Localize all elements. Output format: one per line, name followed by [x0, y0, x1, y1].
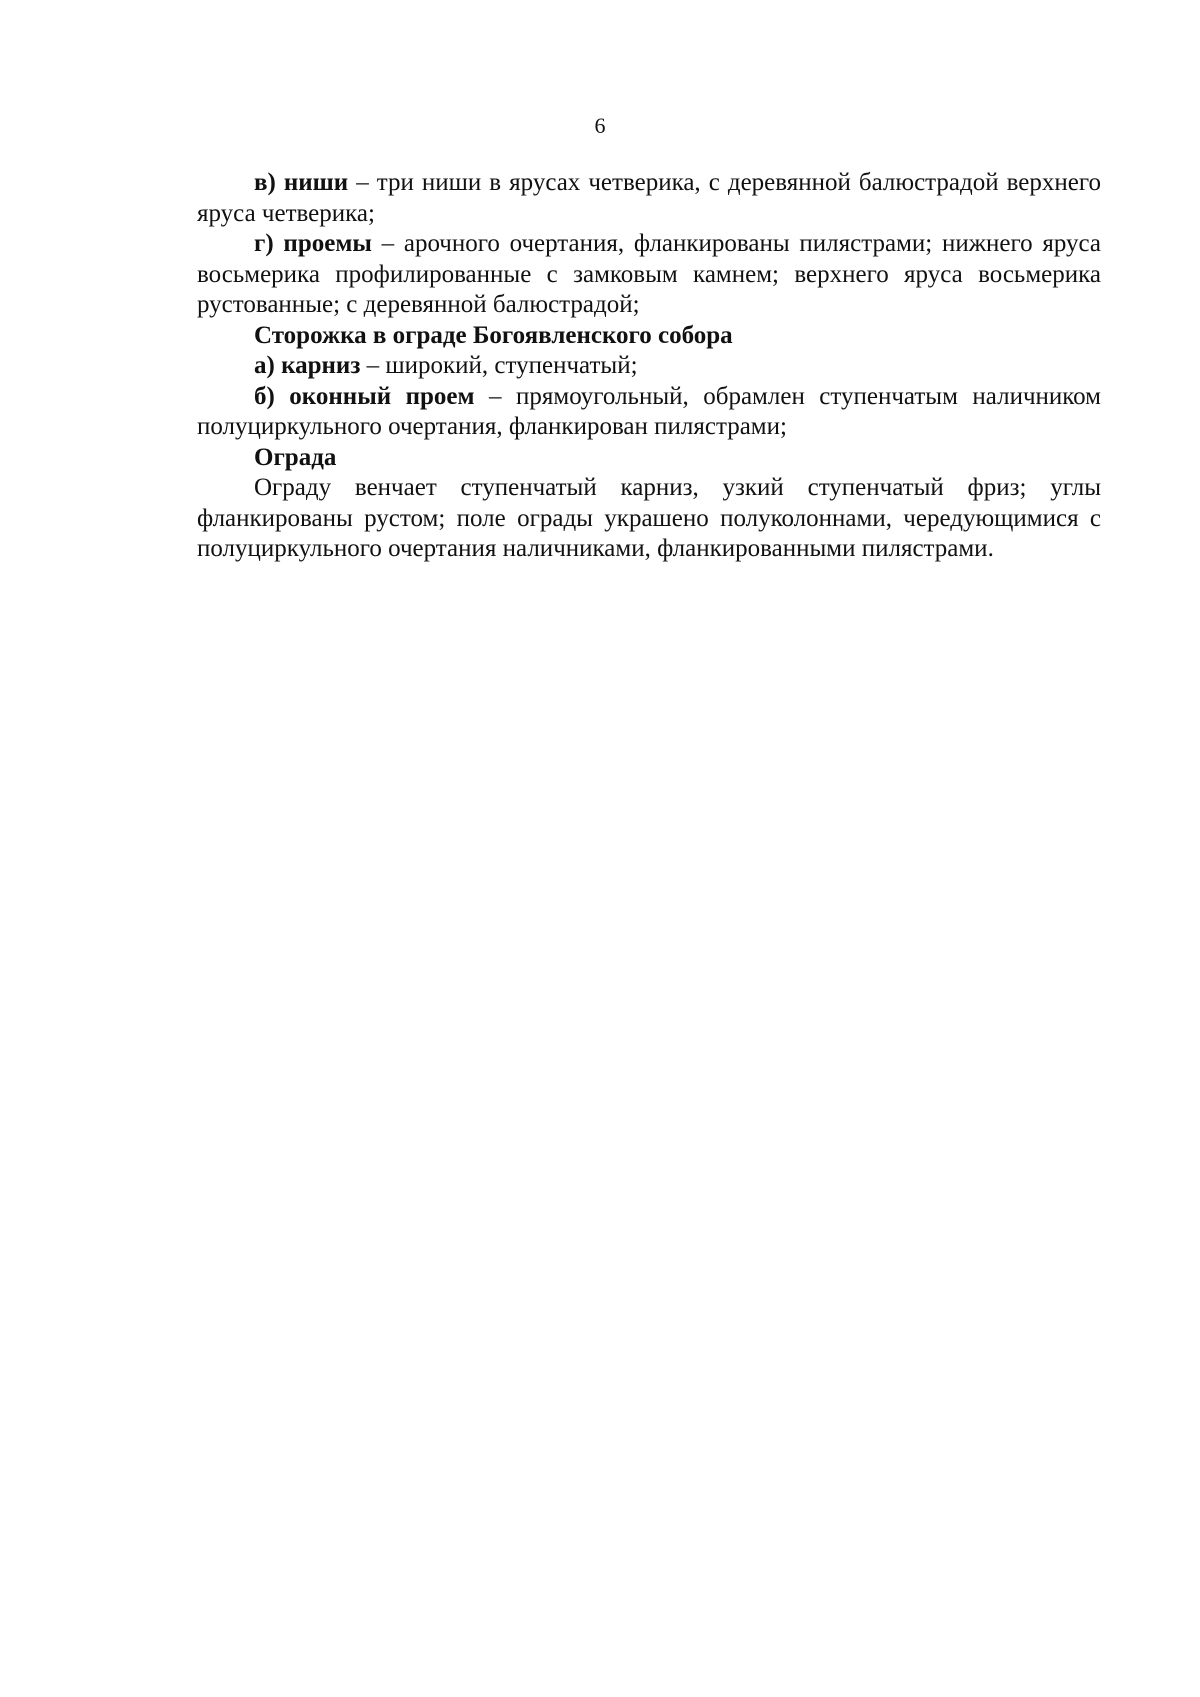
paragraph-okonny-proem [197, 382, 1101, 443]
text-nishi: – три ниши в ярусах четверика, с деревянной балюстрадой верхнего яруса четверика; [197, 169, 1101, 227]
paragraph-proemy [197, 229, 1101, 321]
term-nishi: в) ниши [254, 169, 349, 196]
term-proemy: г) проемы [254, 230, 372, 257]
text-karniz: – широкий, ступенчатый; [360, 352, 638, 379]
page-number: 6 [594, 113, 606, 138]
heading-storozhka: Сторожка в ограде Богоявленского собора [254, 321, 733, 349]
document-body [197, 168, 1101, 565]
term-karniz: а) карниз [254, 352, 361, 379]
text-okonny-proem: – прямоугольный, обрамлен ступенчатым наличником полуциркульного очертания, фланкирован пилястрами; [197, 382, 1101, 440]
term-okonny-proem: б) оконный проем [254, 382, 475, 410]
paragraph-karniz [197, 351, 1101, 382]
text-proemy: – арочного очертания, фланкированы пилястрами; нижнего яруса восьмерика профилированные с замковым камнем; верхнего яруса восьмерика рустованные; с деревянной балюстрадой; [197, 230, 1101, 318]
heading-ograda: Ограда [254, 443, 337, 471]
paragraph-ograda: Ограду венчает ступенчатый карниз, узкий ступенчатый фриз; углы фланкированы рустом; поле ограды украшено полуколоннами, чередующимися с полуциркульного очертания наличниками, фланкированными пилястрами. [197, 474, 1101, 562]
paragraph-nishi [197, 168, 1101, 229]
